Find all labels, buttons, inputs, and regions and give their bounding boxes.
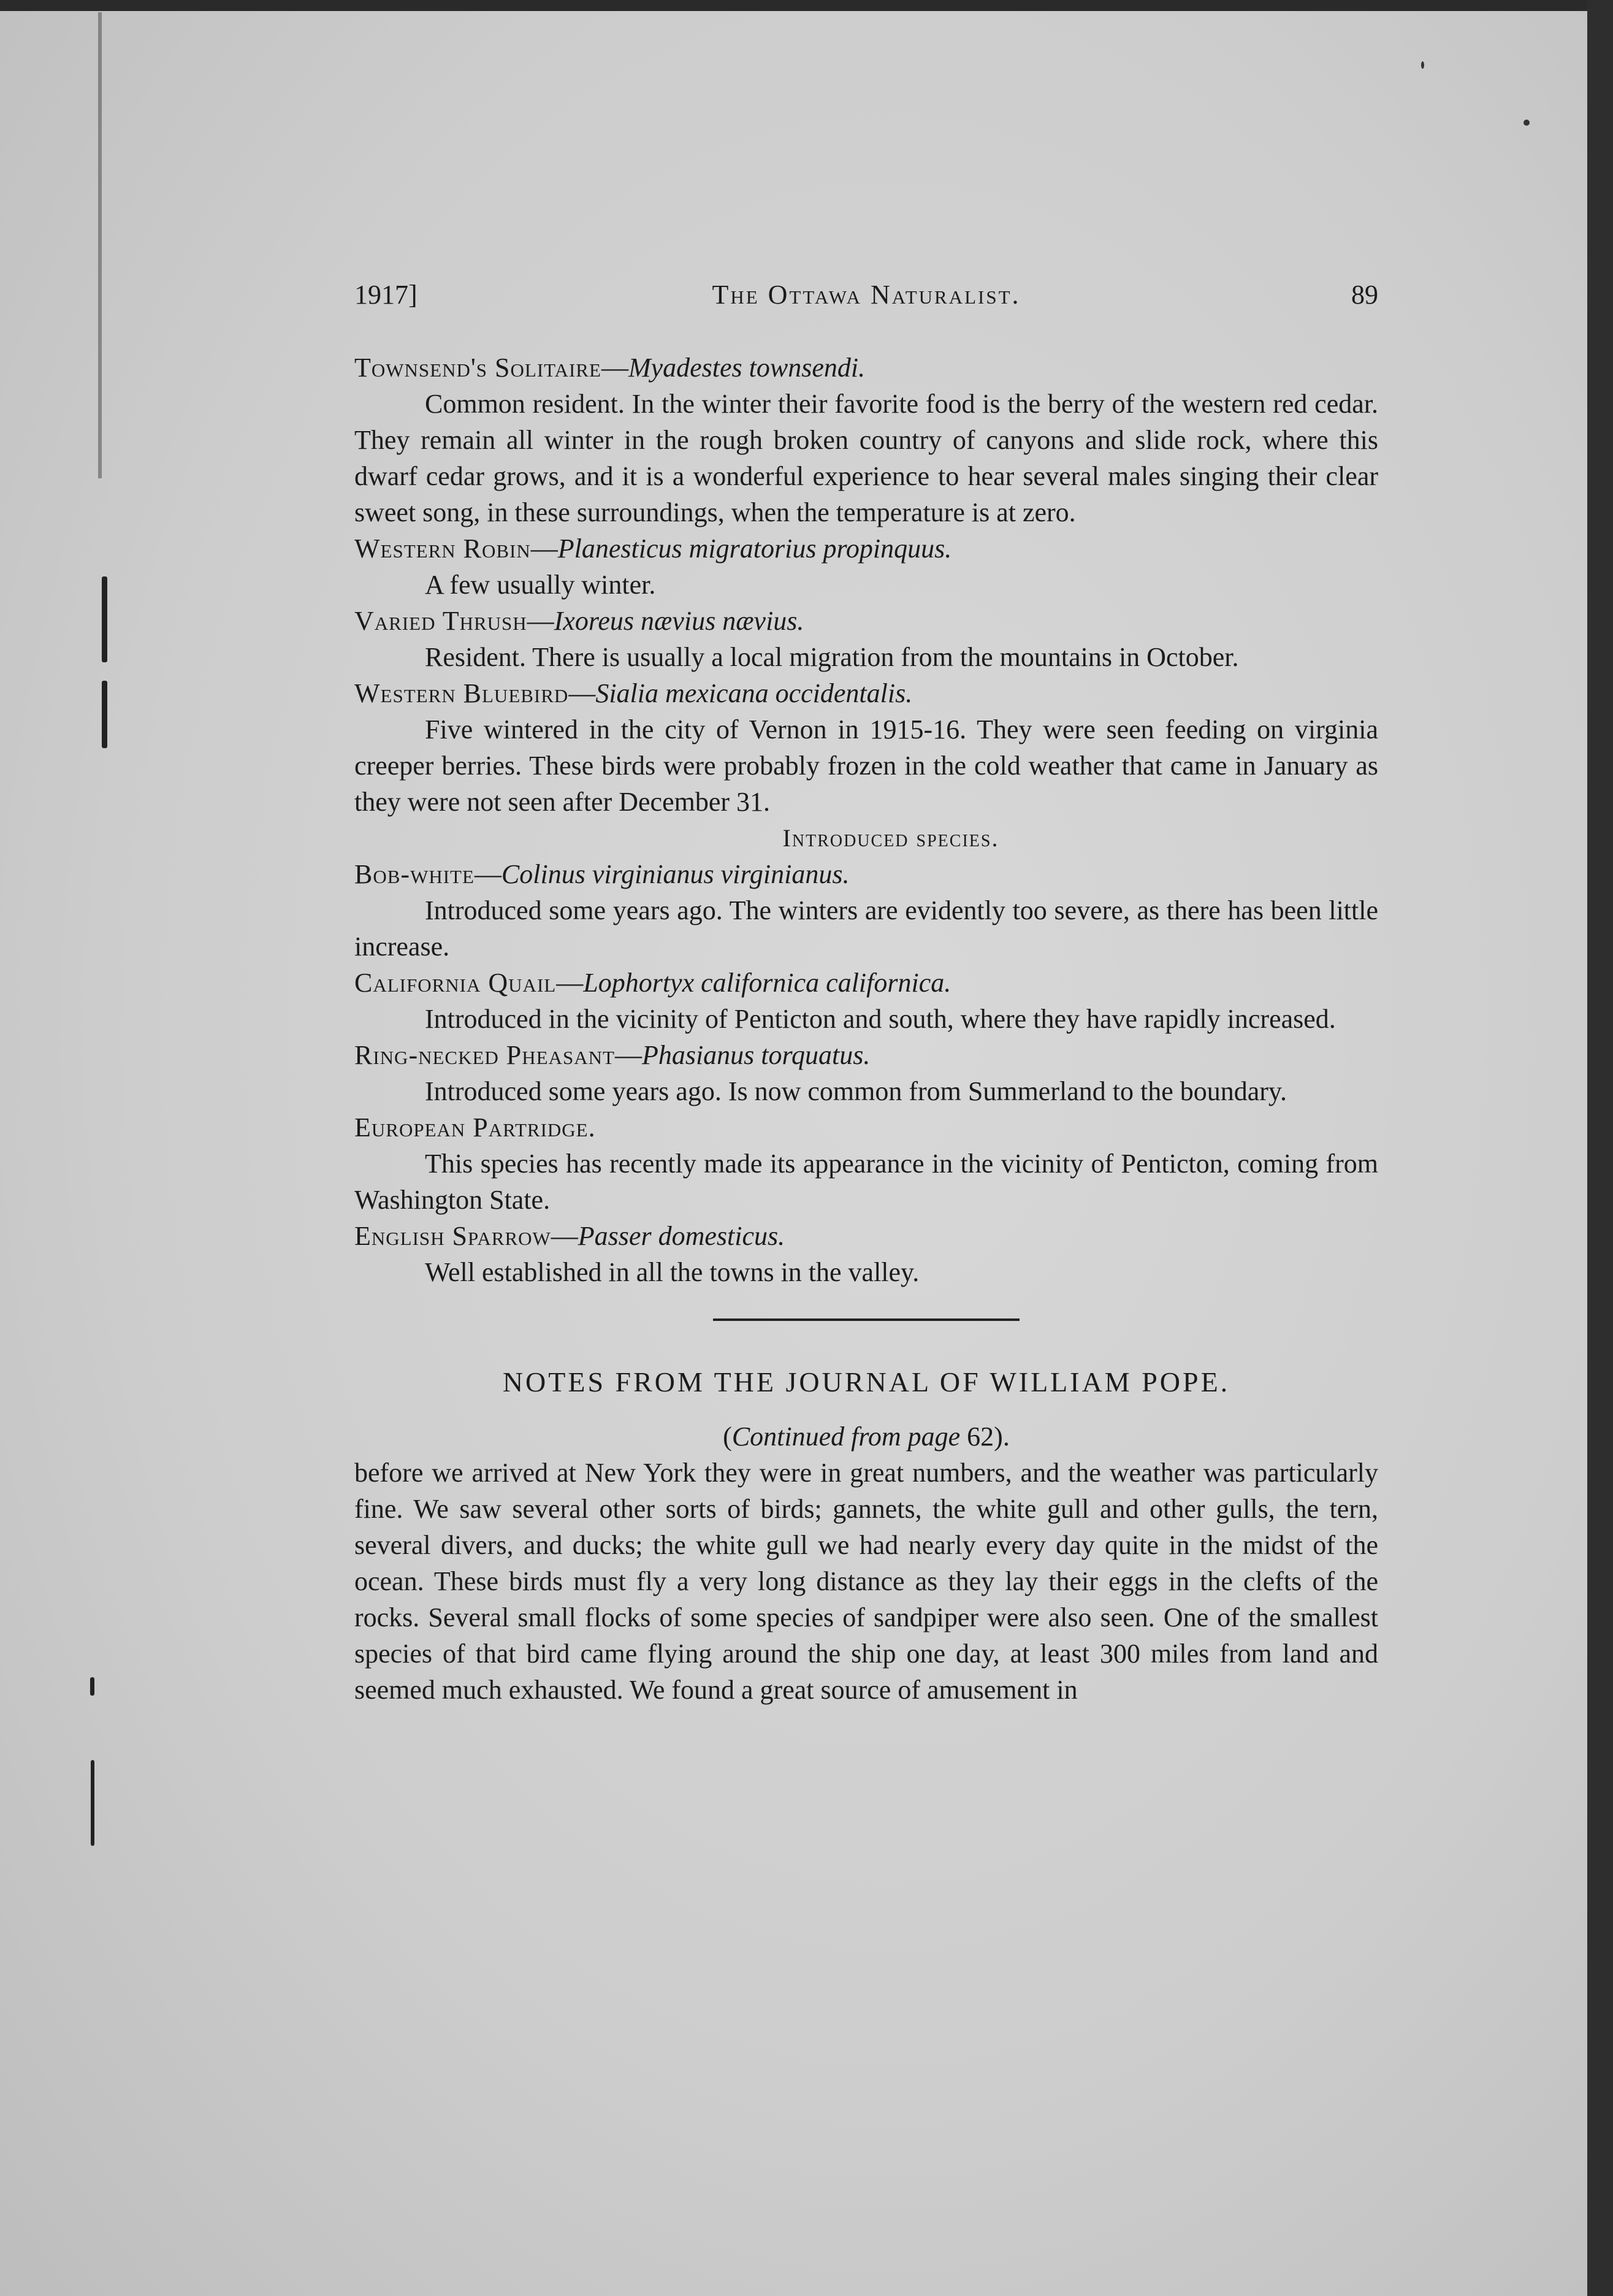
species-common-name: Varied Thrush [354,606,527,636]
article-text: before we arrived at New York they were in great numbers, and the weather was particularly fine. We saw several other sorts of birds; gannets, the white gull and other gulls, the tern, several divers, and ducks; the white gull we had nearly every day quite in the midst of the ocean. These birds must fly a very long distance as they lay their eggs in the clefts of the rocks. Several small flocks of some species of sandpiper were also seen. One of the smallest species of that bird came flying around the ship one day, at least 300 miles from land and seemed much exhausted. We found a great source of amusement in [354,1458,1378,1705]
species-heading: Western Robin—Planesticus migratorius propinquus. [354,534,952,564]
species-scientific-name: Myadestes townsendi. [628,353,866,383]
species-heading: English Sparrow—Passer domesticus. [354,1221,785,1251]
species-note: Resident. There is usually a local migration from the mountains in October. [425,642,1239,672]
species-heading: Varied Thrush—Ixoreus nævius nævius. [354,606,804,636]
species-heading: Bob-white—Colinus virginianus virginianus. [354,859,850,889]
page-body [354,350,1378,1708]
species-note: Introduced some years ago. The winters are evidently too severe, as there has been little increase. [354,895,1378,962]
article-title: NOTES FROM THE JOURNAL OF WILLIAM POPE. [502,1366,1230,1398]
species-common-name: California Quail [354,968,557,998]
species-common-name: Western Bluebird [354,678,569,708]
margin-mark [102,576,107,662]
species-scientific-name: Ixoreus nævius nævius. [554,606,804,636]
margin-mark [91,1760,94,1846]
species-common-name: Townsend's Solitaire [354,353,601,383]
species-scientific-name: Colinus virginianus virginianus. [501,859,850,889]
scan-edge-left [98,12,102,478]
running-head-page-number: 89 [1351,280,1378,310]
scan-speck [1523,120,1530,126]
running-head-year: 1917] [354,280,418,310]
section-divider [713,1318,1020,1321]
species-common-name: Western Robin [354,534,531,564]
species-heading: Ring-necked Pheasant—Phasianus torquatus. [354,1040,871,1070]
species-common-name: English Sparrow [354,1221,551,1251]
species-common-name: Bob-white [354,859,475,889]
species-scientific-name: Planesticus migratorius propinquus. [557,534,952,564]
species-scientific-name: Lophortyx californica californica. [583,968,951,998]
species-heading: Townsend's Solitaire—Myadestes townsendi. [354,353,866,383]
species-note: Well established in all the towns in the valley. [425,1257,920,1287]
margin-mark [102,681,107,748]
species-note: A few usually winter. [425,570,656,600]
margin-mark [90,1677,94,1696]
species-common-name: Ring-necked Pheasant [354,1040,615,1070]
species-note: This species has recently made its appearance in the vicinity of Penticton, coming from Washington State. [354,1149,1378,1215]
species-note: Introduced in the vicinity of Penticton and south, where they have rapidly increased. [425,1004,1336,1034]
species-heading: California Quail—Lophortyx californica californica. [354,968,951,998]
species-heading [354,1109,1378,1146]
continued-note-text: Continued from page [731,1422,961,1452]
scan-speck [1421,61,1424,69]
running-head-journal: The Ottawa Naturalist. [712,280,1021,310]
species-scientific-name: Sialia mexicana occidentalis. [595,678,913,708]
running-head [354,279,1378,322]
species-note: Introduced some years ago. Is now common from Summerland to the boundary. [425,1076,1287,1106]
species-note: Five wintered in the city of Vernon in 1915-16. They were seen feeding on virginia creeper berries. These birds were probably frozen in the cold weather that came in January as they were not seen after December 31. [354,714,1378,817]
species-scientific-name: Passer domesticus. [578,1221,785,1251]
scan-edge-right [1587,0,1613,2296]
species-note: Common resident. In the winter their favorite food is the berry of the western red cedar. They remain all winter in the rough broken country of canyons and slide rock, where this dwarf cedar grows, and it is a wonderful experience to hear several males singing their clear sweet song, in these surroundings, when the temperature is at zero. [354,389,1378,527]
species-common-name: European Partridge. [354,1112,596,1142]
scan-edge-top [0,0,1613,11]
section-heading: Introduced species. [782,824,999,852]
continued-page-number: 62 [967,1422,994,1452]
species-scientific-name: Phasianus torquatus. [641,1040,871,1070]
continued-note: (Continued from page 62). [723,1422,1010,1452]
species-heading: Western Bluebird—Sialia mexicana occidentalis. [354,678,913,708]
